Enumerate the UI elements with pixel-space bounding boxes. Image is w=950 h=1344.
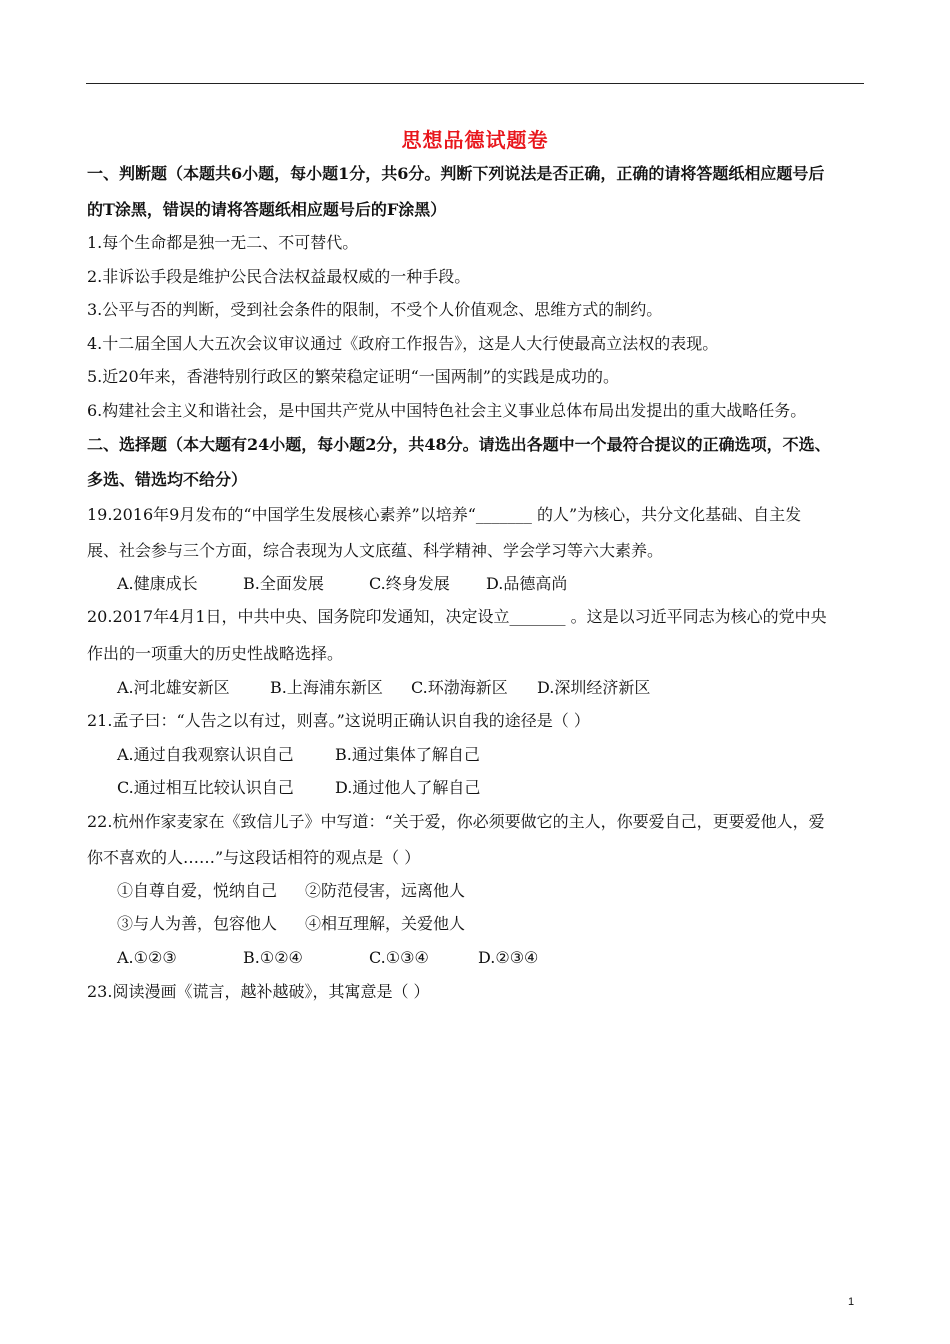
option-c: C.环渤海新区 bbox=[411, 678, 508, 697]
option-a: A.①②③ bbox=[117, 948, 177, 967]
statement-2: ②防范侵害，远离他人 bbox=[305, 881, 466, 900]
question-22-statements-row1 bbox=[117, 881, 897, 901]
question-21-options-row1 bbox=[117, 745, 897, 765]
question-20: 20.2017年4月1日，中共中央、国务院印发通知，决定设立_______ 。这是以习近平同志为核心的党中央 bbox=[87, 607, 827, 626]
option-d: D.品德高尚 bbox=[486, 574, 568, 593]
option-d: D.通过他人了解自己 bbox=[335, 778, 481, 797]
statement-3: ③与人为善，包容他人 bbox=[117, 914, 278, 933]
section1-heading: 一、判断题（本题共6小题，每小题1分，共6分。判断下列说法是否正确，正确的请将答题纸相应题号后 bbox=[87, 164, 825, 183]
section2-heading-cont: 多选、错选均不给分） bbox=[87, 470, 248, 489]
question-19: 19.2016年9月发布的“中国学生发展核心素养”以培养“_______ 的人”为核心，共分文化基础、自主发 bbox=[87, 505, 802, 524]
question-23: 23.阅读漫画《谎言，越补越破》，其寓意是（ ） bbox=[87, 982, 430, 1001]
judgment-item-3: 3.公平与否的判断，受到社会条件的限制，不受个人价值观念、思维方式的制约。 bbox=[87, 300, 663, 319]
option-b: B.全面发展 bbox=[243, 574, 324, 593]
option-b: B.通过集体了解自己 bbox=[335, 745, 480, 764]
question-20-options bbox=[117, 678, 897, 698]
header-rule bbox=[86, 83, 864, 84]
page-number: 1 bbox=[848, 1296, 855, 1308]
judgment-item-6: 6.构建社会主义和谐社会，是中国共产党从中国特色社会主义事业总体布局出发提出的重大战略任务。 bbox=[87, 401, 807, 420]
judgment-item-5: 5.近20年来，香港特别行政区的繁荣稳定证明“一国两制”的实践是成功的。 bbox=[87, 367, 619, 386]
question-22: 22.杭州作家麦家在《致信儿子》中写道：“关于爱，你必须要做它的主人，你要爱自己，更要爱他人，爱 bbox=[87, 812, 825, 831]
judgment-item-1: 1.每个生命都是独一无二、不可替代。 bbox=[87, 233, 359, 252]
question-20-cont: 作出的一项重大的历史性战略选择。 bbox=[87, 644, 344, 663]
question-22-statements-row2 bbox=[117, 914, 897, 934]
section2-heading: 二、选择题（本大题有24小题，每小题2分，共48分。请选出各题中一个最符合提议的正确选项，不选、 bbox=[87, 435, 831, 454]
question-22-cont: 你不喜欢的人……”与这段话相符的观点是（ ） bbox=[87, 848, 421, 867]
judgment-item-2: 2.非诉讼手段是维护公民合法权益最权威的一种手段。 bbox=[87, 267, 471, 286]
option-d: D.深圳经济新区 bbox=[537, 678, 651, 697]
option-b: B.①②④ bbox=[243, 948, 303, 967]
question-19-options bbox=[117, 574, 897, 594]
option-c: C.通过相互比较认识自己 bbox=[117, 778, 294, 797]
option-a: A.河北雄安新区 bbox=[117, 678, 230, 697]
option-b: B.上海浦东新区 bbox=[270, 678, 383, 697]
statement-1: ①自尊自爱，悦纳自己 bbox=[117, 881, 278, 900]
option-a: A.通过自我观察认识自己 bbox=[117, 745, 294, 764]
option-c: C.①③④ bbox=[369, 948, 429, 967]
question-22-options bbox=[117, 948, 897, 968]
section1-heading-cont: 的T涂黑，错误的请将答题纸相应题号后的F涂黑） bbox=[87, 200, 447, 219]
question-21-options-row2 bbox=[117, 778, 897, 798]
option-c: C.终身发展 bbox=[369, 574, 450, 593]
option-a: A.健康成长 bbox=[117, 574, 198, 593]
page-title: 思想品德试题卷 bbox=[401, 128, 549, 152]
statement-4: ④相互理解，关爱他人 bbox=[305, 914, 466, 933]
option-d: D.②③④ bbox=[478, 948, 539, 967]
judgment-item-4: 4.十二届全国人大五次会议审议通过《政府工作报告》，这是人大行使最高立法权的表现。 bbox=[87, 334, 719, 353]
question-21: 21.孟子曰：“人告之以有过，则喜。”这说明正确认识自我的途径是（ ） bbox=[87, 711, 590, 730]
question-19-cont: 展、社会参与三个方面，综合表现为人文底蕴、科学精神、学会学习等六大素养。 bbox=[87, 541, 664, 560]
